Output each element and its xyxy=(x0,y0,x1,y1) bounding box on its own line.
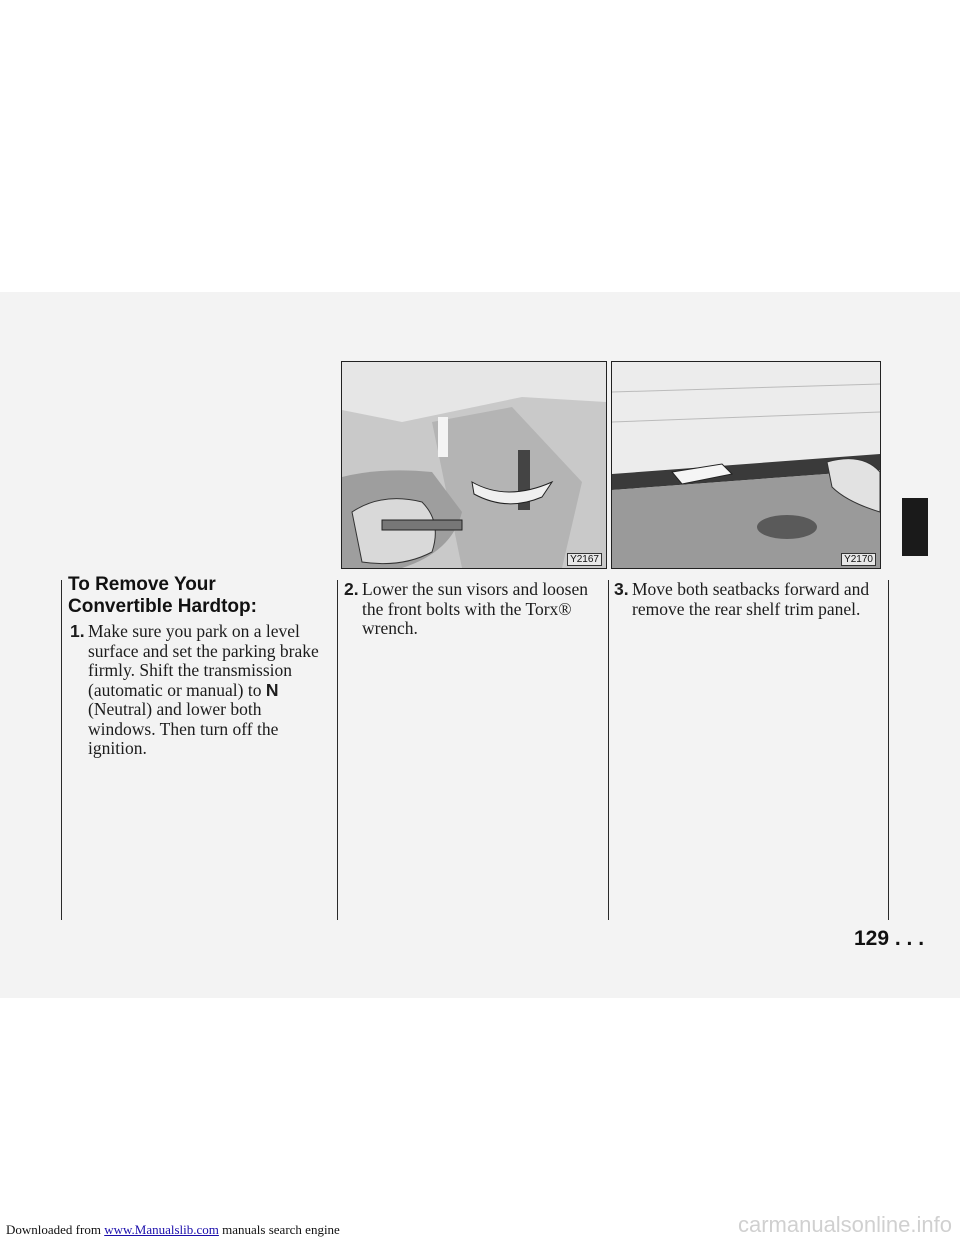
figure-code: Y2170 xyxy=(841,553,876,566)
figure-rear-shelf xyxy=(611,361,881,569)
step-number: 3. xyxy=(614,579,629,599)
column-rule-middle xyxy=(337,580,338,920)
figure-code: Y2167 xyxy=(567,553,602,566)
figure-sun-visor-torx xyxy=(341,361,607,569)
step-number: 1. xyxy=(70,621,85,641)
step-text: Lower the sun visors and loosen the front bolts with the Torx® wrench. xyxy=(362,579,589,638)
step-text: Move both seatbacks forward and remove the rear shelf trim panel. xyxy=(632,579,870,619)
step-text-continued: (Neutral) and lower both windows. Then turn off the ignition. xyxy=(88,699,279,758)
sun-visor-illustration xyxy=(342,362,606,568)
watermark: carmanualsonline.info xyxy=(737,1212,952,1237)
section-tab xyxy=(902,498,928,556)
column-rule-far-right xyxy=(888,580,889,920)
footer-prefix: Downloaded from xyxy=(6,1222,105,1237)
step-text: Make sure you park on a level surface and set the parking brake firmly. Shift the transmission (automatic or manual) to xyxy=(88,621,319,700)
step-number: 2. xyxy=(344,579,359,599)
manualslib-link[interactable]: www.Manualslib.com xyxy=(104,1222,219,1237)
rear-shelf-illustration xyxy=(612,362,880,568)
neutral-gear: N xyxy=(265,679,279,700)
section-heading: To Remove Your Convertible Hardtop: xyxy=(68,574,257,617)
footer-suffix: manuals search engine xyxy=(218,1222,340,1237)
download-footer xyxy=(6,1222,340,1238)
page-number: 129 . . . xyxy=(854,927,925,950)
column-rule-right xyxy=(608,580,609,920)
step-1 xyxy=(70,621,330,759)
column-rule-left xyxy=(61,580,62,920)
step-3 xyxy=(614,579,872,619)
step-2 xyxy=(344,579,598,639)
